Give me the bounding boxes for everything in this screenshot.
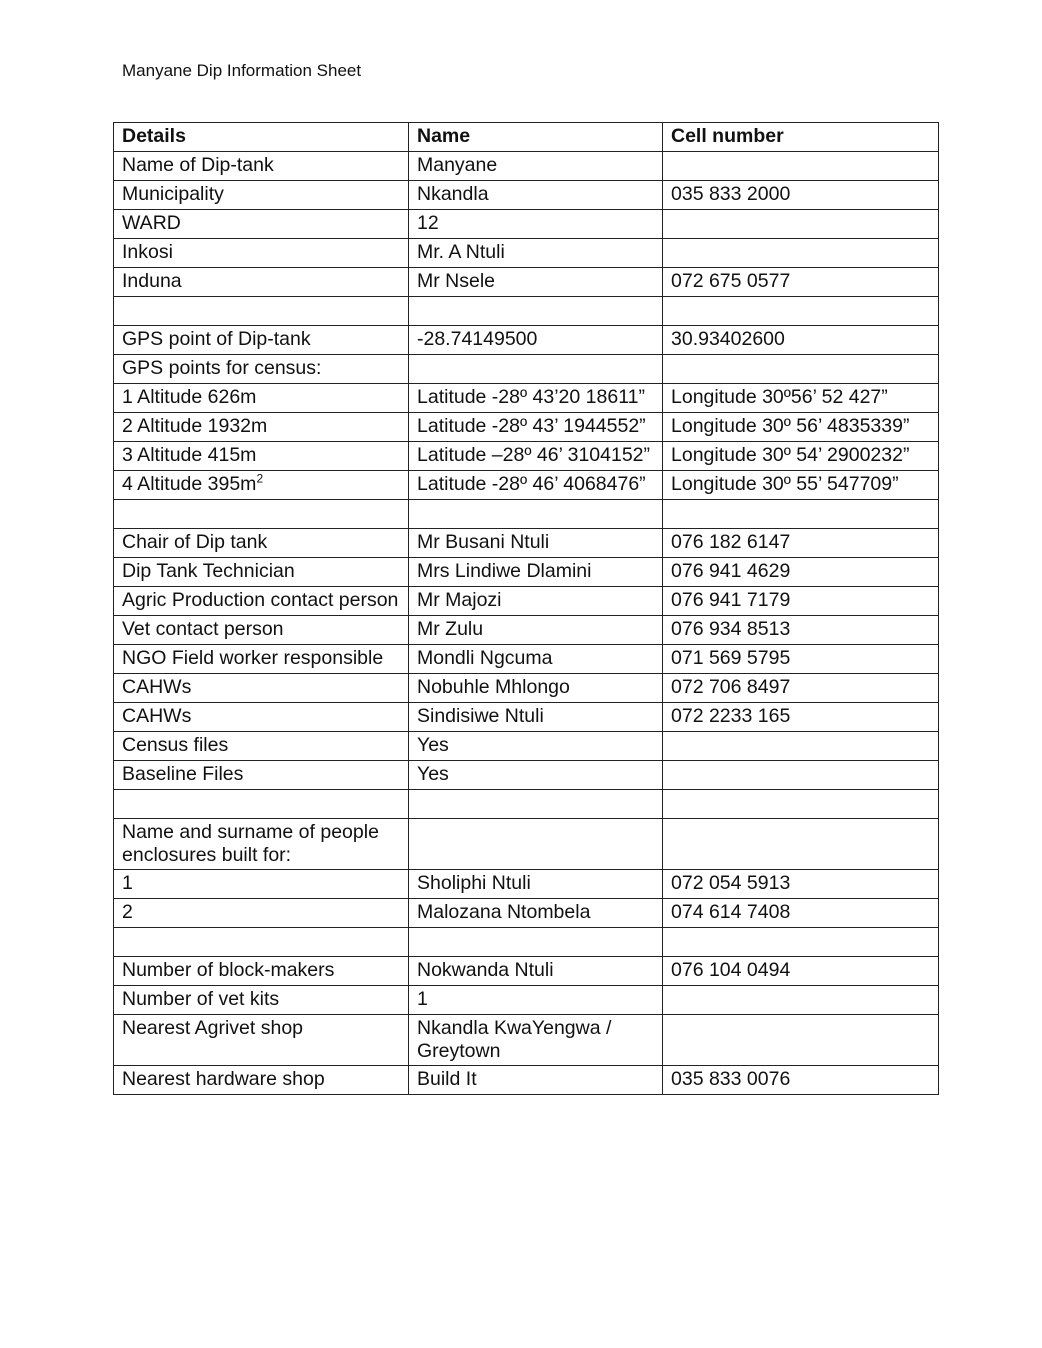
cell-name	[409, 297, 663, 326]
table-row	[114, 152, 939, 181]
cell-details	[114, 674, 409, 703]
cell-text: Dip Tank Technician	[122, 560, 295, 582]
cell-details	[114, 529, 409, 558]
page-title: Manyane Dip Information Sheet	[122, 61, 362, 80]
cell-text: Longitude 30º56’ 52 427”	[671, 386, 888, 408]
cell-text: Latitude -28º 43’20 18611”	[417, 386, 645, 408]
cell-number	[663, 152, 939, 181]
cell-number	[663, 928, 939, 957]
cell-text: Mr. A Ntuli	[417, 241, 505, 263]
cell-text: Latitude -28º 46’ 4068476”	[417, 473, 646, 495]
cell-text: Sholiphi Ntuli	[417, 872, 531, 894]
cell-text: CAHWs	[122, 705, 192, 727]
cell-text: Mr Busani Ntuli	[417, 531, 550, 553]
cell-number	[663, 645, 939, 674]
table-row	[114, 442, 939, 471]
cell-text: Municipality	[122, 183, 224, 205]
cell-number	[663, 181, 939, 210]
cell-details	[114, 1066, 409, 1095]
cell-text: 076 934 8513	[671, 618, 791, 640]
cell-number	[663, 674, 939, 703]
cell-text: Nkandla	[417, 183, 489, 205]
cell-text: Latitude –28º 46’ 3104152”	[417, 444, 651, 466]
cell-text: 076 104 0494	[671, 959, 791, 981]
cell-details	[114, 500, 409, 529]
table-row	[114, 616, 939, 645]
cell-name	[409, 587, 663, 616]
cell-details	[114, 986, 409, 1015]
cell-text: Yes	[417, 763, 449, 785]
cell-number	[663, 986, 939, 1015]
cell-name	[409, 384, 663, 413]
cell-details	[114, 355, 409, 384]
table-body	[114, 152, 939, 1095]
table-row	[114, 326, 939, 355]
cell-text: Manyane	[417, 154, 498, 176]
cell-name	[409, 326, 663, 355]
column-header-cell-number: Cell number	[663, 123, 939, 152]
cell-number	[663, 558, 939, 587]
cell-number	[663, 529, 939, 558]
cell-text: Mr Nsele	[417, 270, 496, 292]
table-row	[114, 210, 939, 239]
cell-details	[114, 297, 409, 326]
cell-number	[663, 210, 939, 239]
cell-text: Longitude 30º 55’ 547709”	[671, 473, 899, 495]
cell-name	[409, 152, 663, 181]
cell-number	[663, 500, 939, 529]
cell-text: 1	[122, 872, 133, 894]
cell-name	[409, 1015, 663, 1066]
cell-text: Chair of Dip tank	[122, 531, 268, 553]
table-row	[114, 355, 939, 384]
cell-details	[114, 210, 409, 239]
cell-text: 30.93402600	[671, 328, 785, 350]
cell-text: Name and surname of people enclosures built for:	[122, 821, 379, 866]
cell-details	[114, 268, 409, 297]
cell-name	[409, 957, 663, 986]
cell-text: 2	[122, 901, 133, 923]
cell-number	[663, 703, 939, 732]
cell-text: WARD	[122, 212, 181, 234]
dip-information-table	[113, 122, 939, 1095]
cell-text: Name of Dip-tank	[122, 154, 274, 176]
cell-text: Census files	[122, 734, 229, 756]
column-header-details: Details	[114, 123, 409, 152]
table-row	[114, 471, 939, 500]
table-row	[114, 384, 939, 413]
cell-number	[663, 790, 939, 819]
cell-number	[663, 355, 939, 384]
cell-number	[663, 899, 939, 928]
cell-text: Sindisiwe Ntuli	[417, 705, 544, 727]
cell-details	[114, 558, 409, 587]
cell-number	[663, 268, 939, 297]
cell-name	[409, 239, 663, 268]
cell-name	[409, 899, 663, 928]
cell-details	[114, 326, 409, 355]
cell-text: Latitude -28º 43’ 1944552”	[417, 415, 646, 437]
cell-text: Agric Production contact person	[122, 589, 399, 611]
table-row	[114, 986, 939, 1015]
table-row	[114, 558, 939, 587]
table-row	[114, 761, 939, 790]
cell-details	[114, 899, 409, 928]
cell-text: NGO Field worker responsible	[122, 647, 384, 669]
cell-details	[114, 928, 409, 957]
table-row	[114, 928, 939, 957]
cell-text: 12	[417, 212, 439, 234]
table-row	[114, 529, 939, 558]
table-row	[114, 899, 939, 928]
cell-text: GPS points for census:	[122, 357, 322, 379]
cell-name	[409, 529, 663, 558]
cell-name	[409, 471, 663, 500]
cell-name	[409, 558, 663, 587]
cell-name	[409, 870, 663, 899]
cell-name	[409, 761, 663, 790]
cell-text: Mrs Lindiwe Dlamini	[417, 560, 592, 582]
cell-number	[663, 819, 939, 870]
cell-text: Nearest hardware shop	[122, 1068, 325, 1090]
column-header-name: Name	[409, 123, 663, 152]
table-header-row	[114, 123, 939, 152]
cell-number	[663, 616, 939, 645]
cell-number	[663, 1066, 939, 1095]
cell-text: Vet contact person	[122, 618, 284, 640]
cell-text: 035 833 0076	[671, 1068, 791, 1090]
table-row	[114, 645, 939, 674]
cell-text: 076 182 6147	[671, 531, 791, 553]
cell-details	[114, 587, 409, 616]
table-row	[114, 1066, 939, 1095]
cell-details	[114, 703, 409, 732]
cell-details	[114, 471, 409, 500]
cell-details	[114, 732, 409, 761]
cell-text: 1	[417, 988, 428, 1010]
cell-text: CAHWs	[122, 676, 192, 698]
cell-text: Nearest Agrivet shop	[122, 1017, 304, 1039]
cell-text: -28.74149500	[417, 328, 538, 350]
cell-text: Induna	[122, 270, 182, 292]
cell-text: Mr Zulu	[417, 618, 484, 640]
cell-text: 074 614 7408	[671, 901, 791, 923]
cell-text: Yes	[417, 734, 449, 756]
cell-name	[409, 268, 663, 297]
table-row	[114, 1015, 939, 1066]
cell-name	[409, 819, 663, 870]
cell-text: 076 941 4629	[671, 560, 791, 582]
cell-text: Baseline Files	[122, 763, 244, 785]
cell-text: Longitude 30º 54’ 2900232”	[671, 444, 910, 466]
cell-details	[114, 870, 409, 899]
cell-number	[663, 761, 939, 790]
cell-name	[409, 986, 663, 1015]
cell-text: 3 Altitude 415m	[122, 444, 257, 466]
table-row	[114, 819, 939, 870]
cell-text: Nobuhle Mhlongo	[417, 676, 570, 698]
cell-name	[409, 928, 663, 957]
cell-details	[114, 152, 409, 181]
cell-text: Inkosi	[122, 241, 173, 263]
cell-text: 035 833 2000	[671, 183, 791, 205]
cell-number	[663, 587, 939, 616]
cell-name	[409, 355, 663, 384]
superscript: 2	[256, 471, 264, 486]
cell-number	[663, 442, 939, 471]
cell-details	[114, 181, 409, 210]
cell-text: 072 706 8497	[671, 676, 791, 698]
cell-text: GPS point of Dip-tank	[122, 328, 311, 350]
table-row	[114, 957, 939, 986]
cell-text: 072 675 0577	[671, 270, 791, 292]
cell-text: 1 Altitude 626m	[122, 386, 257, 408]
cell-name	[409, 703, 663, 732]
cell-number	[663, 326, 939, 355]
table-row	[114, 181, 939, 210]
cell-text: 2 Altitude 1932m	[122, 415, 268, 437]
cell-name	[409, 732, 663, 761]
cell-text: 4 Altitude 395m	[122, 473, 257, 495]
cell-text: Longitude 30º 56’ 4835339”	[671, 415, 910, 437]
cell-number	[663, 732, 939, 761]
table-row	[114, 674, 939, 703]
cell-text: Malozana Ntombela	[417, 901, 591, 923]
table-row	[114, 297, 939, 326]
cell-number	[663, 384, 939, 413]
cell-details	[114, 239, 409, 268]
table-row	[114, 732, 939, 761]
table-row	[114, 268, 939, 297]
cell-name	[409, 413, 663, 442]
table-row	[114, 587, 939, 616]
cell-name	[409, 500, 663, 529]
cell-name	[409, 616, 663, 645]
cell-details	[114, 790, 409, 819]
cell-details	[114, 442, 409, 471]
table-row	[114, 239, 939, 268]
cell-number	[663, 957, 939, 986]
cell-text: 071 569 5795	[671, 647, 791, 669]
cell-number	[663, 413, 939, 442]
cell-text: Build It	[417, 1068, 477, 1090]
cell-number	[663, 870, 939, 899]
table-row	[114, 703, 939, 732]
cell-details	[114, 957, 409, 986]
table-row	[114, 500, 939, 529]
table-row	[114, 790, 939, 819]
table-row	[114, 870, 939, 899]
table-row	[114, 413, 939, 442]
cell-text: Mr Majozi	[417, 589, 502, 611]
cell-details	[114, 761, 409, 790]
cell-name	[409, 181, 663, 210]
cell-number	[663, 1015, 939, 1066]
cell-text: Nokwanda Ntuli	[417, 959, 554, 981]
cell-text: Number of block-makers	[122, 959, 335, 981]
cell-name	[409, 442, 663, 471]
cell-text: Mondli Ngcuma	[417, 647, 553, 669]
cell-name	[409, 674, 663, 703]
cell-text: 072 054 5913	[671, 872, 791, 894]
cell-name	[409, 1066, 663, 1095]
cell-details	[114, 616, 409, 645]
cell-text: Number of vet kits	[122, 988, 280, 1010]
cell-number	[663, 239, 939, 268]
cell-text: Nkandla KwaYengwa / Greytown	[417, 1017, 612, 1062]
cell-number	[663, 471, 939, 500]
cell-text: 072 2233 165	[671, 705, 791, 727]
cell-details	[114, 413, 409, 442]
cell-name	[409, 645, 663, 674]
cell-details	[114, 384, 409, 413]
cell-name	[409, 210, 663, 239]
cell-number	[663, 297, 939, 326]
cell-text: 076 941 7179	[671, 589, 791, 611]
cell-details	[114, 819, 409, 870]
cell-details	[114, 645, 409, 674]
cell-details	[114, 1015, 409, 1066]
cell-name	[409, 790, 663, 819]
